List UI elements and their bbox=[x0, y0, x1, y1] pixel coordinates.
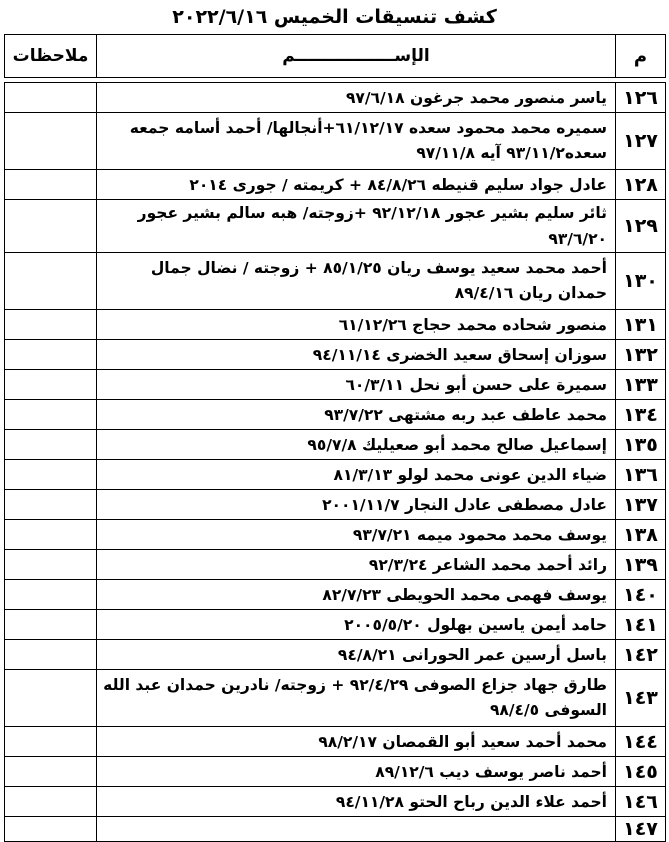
row-number: ١٣٦ bbox=[616, 460, 666, 490]
row-notes bbox=[5, 817, 97, 842]
row-number: ١٣٩ bbox=[616, 550, 666, 580]
header-number: م bbox=[616, 35, 666, 78]
table-row bbox=[5, 113, 666, 170]
table-row bbox=[5, 83, 666, 113]
row-number: ١٣٧ bbox=[616, 490, 666, 520]
table-row bbox=[5, 340, 666, 370]
page-title: كشف تنسيقات الخميس ٢٠٢٢/٦/١٦ bbox=[172, 6, 497, 28]
row-name: سوزان إسحاق سعيد الخضرى ٩٤/١١/١٤ bbox=[97, 340, 616, 370]
row-notes bbox=[5, 370, 97, 400]
row-number: ١٢٩ bbox=[616, 200, 666, 253]
table-row bbox=[5, 817, 666, 842]
row-number: ١٣٤ bbox=[616, 400, 666, 430]
row-name: عادل مصطفى عادل النجار ٢٠٠١/١١/٧ bbox=[97, 490, 616, 520]
row-name: أحمد محمد سعيد يوسف ريان ٨٥/١/٢٥ + زوجته / نضال جمال حمدان ريان ٨٩/٤/١٦ bbox=[97, 253, 616, 310]
row-notes bbox=[5, 727, 97, 757]
row-name: حامد أيمن ياسين بهلول ٢٠٠٥/٥/٢٠ bbox=[97, 610, 616, 640]
table-row bbox=[5, 430, 666, 460]
table-row bbox=[5, 370, 666, 400]
row-name: أحمد ناصر يوسف ديب ٨٩/١٢/٦ bbox=[97, 757, 616, 787]
row-number: ١٤٢ bbox=[616, 640, 666, 670]
row-notes bbox=[5, 787, 97, 817]
row-notes bbox=[5, 253, 97, 310]
header-notes: ملاحظات bbox=[5, 35, 97, 78]
row-notes bbox=[5, 460, 97, 490]
row-notes bbox=[5, 430, 97, 460]
table-header-row bbox=[5, 35, 666, 78]
row-name: يوسف محمد محمود ميمه ٩٣/٧/٢١ bbox=[97, 520, 616, 550]
row-number: ١٤٧ bbox=[616, 817, 666, 842]
row-name: سميره محمد محمود سعده ٦١/١٢/١٧+أنجالها/ أحمد أسامه جمعه سعده٩٣/١١/٢ آيه ٩٧/١١/٨ bbox=[97, 113, 616, 170]
row-name: أحمد علاء الدين رباح الحتو ٩٤/١١/٢٨ bbox=[97, 787, 616, 817]
row-name bbox=[97, 817, 616, 842]
table-row bbox=[5, 200, 666, 253]
row-notes bbox=[5, 490, 97, 520]
row-number: ١٣٢ bbox=[616, 340, 666, 370]
row-notes bbox=[5, 580, 97, 610]
row-notes bbox=[5, 310, 97, 340]
row-number: ١٤٦ bbox=[616, 787, 666, 817]
row-notes bbox=[5, 757, 97, 787]
row-number: ١٢٧ bbox=[616, 113, 666, 170]
row-number: ١٢٦ bbox=[616, 83, 666, 113]
row-notes bbox=[5, 640, 97, 670]
row-number: ١٤٥ bbox=[616, 757, 666, 787]
table-row bbox=[5, 787, 666, 817]
table-row bbox=[5, 550, 666, 580]
row-number: ١٣٥ bbox=[616, 430, 666, 460]
row-name: عادل جواد سليم قنيطه ٨٤/٨/٢٦ + كريمته / جورى ٢٠١٤ bbox=[97, 170, 616, 200]
table-row bbox=[5, 400, 666, 430]
row-notes bbox=[5, 113, 97, 170]
table-row bbox=[5, 610, 666, 640]
table-row bbox=[5, 757, 666, 787]
header-name: الإســـــــــــــــــم bbox=[97, 35, 616, 78]
row-notes bbox=[5, 550, 97, 580]
row-number: ١٤٤ bbox=[616, 727, 666, 757]
row-notes bbox=[5, 400, 97, 430]
row-name: ياسر منصور محمد جرغون ٩٧/٦/١٨ bbox=[97, 83, 616, 113]
row-name: ثائر سليم بشير عجور ٩٢/١٢/١٨ +زوجته/ هبه سالم بشير عجور ٩٣/٦/٢٠ bbox=[97, 200, 616, 253]
table-row bbox=[5, 253, 666, 310]
row-name: سميرة على حسن أبو نحل ٦٠/٣/١١ bbox=[97, 370, 616, 400]
row-notes bbox=[5, 83, 97, 113]
row-notes bbox=[5, 200, 97, 253]
table-row bbox=[5, 727, 666, 757]
row-name: ضياء الدين عونى محمد لولو ٨١/٣/١٣ bbox=[97, 460, 616, 490]
row-notes bbox=[5, 670, 97, 727]
row-notes bbox=[5, 340, 97, 370]
table-row bbox=[5, 640, 666, 670]
row-name: رائد أحمد محمد الشاعر ٩٢/٣/٢٤ bbox=[97, 550, 616, 580]
table-row bbox=[5, 460, 666, 490]
table-body bbox=[5, 78, 666, 842]
row-number: ١٤٠ bbox=[616, 580, 666, 610]
row-notes bbox=[5, 520, 97, 550]
row-name: إسماعيل صالح محمد أبو صعيليك ٩٥/٧/٨ bbox=[97, 430, 616, 460]
row-name: محمد أحمد سعيد أبو القمصان ٩٨/٢/١٧ bbox=[97, 727, 616, 757]
row-number: ١٢٨ bbox=[616, 170, 666, 200]
coordination-table bbox=[4, 34, 666, 842]
table-row bbox=[5, 670, 666, 727]
table-row bbox=[5, 170, 666, 200]
row-number: ١٣٨ bbox=[616, 520, 666, 550]
row-number: ١٤٣ bbox=[616, 670, 666, 727]
row-name: باسل أرسين عمر الحورانى ٩٤/٨/٢١ bbox=[97, 640, 616, 670]
row-number: ١٣٠ bbox=[616, 253, 666, 310]
row-number: ١٤١ bbox=[616, 610, 666, 640]
row-notes bbox=[5, 610, 97, 640]
row-name: منصور شحاده محمد حجاج ٦١/١٢/٢٦ bbox=[97, 310, 616, 340]
table-row bbox=[5, 580, 666, 610]
row-name: طارق جهاد جزاع الصوفى ٩٢/٤/٢٩ + زوجته/ نادرين حمدان عبد الله السوفى ٩٨/٤/٥ bbox=[97, 670, 616, 727]
table-row bbox=[5, 520, 666, 550]
row-number: ١٣١ bbox=[616, 310, 666, 340]
row-name: يوسف فهمى محمد الحويطى ٨٢/٧/٢٣ bbox=[97, 580, 616, 610]
row-number: ١٣٣ bbox=[616, 370, 666, 400]
table-row bbox=[5, 490, 666, 520]
table-row bbox=[5, 310, 666, 340]
row-name: محمد عاطف عبد ربه مشتهى ٩٣/٧/٢٢ bbox=[97, 400, 616, 430]
row-notes bbox=[5, 170, 97, 200]
